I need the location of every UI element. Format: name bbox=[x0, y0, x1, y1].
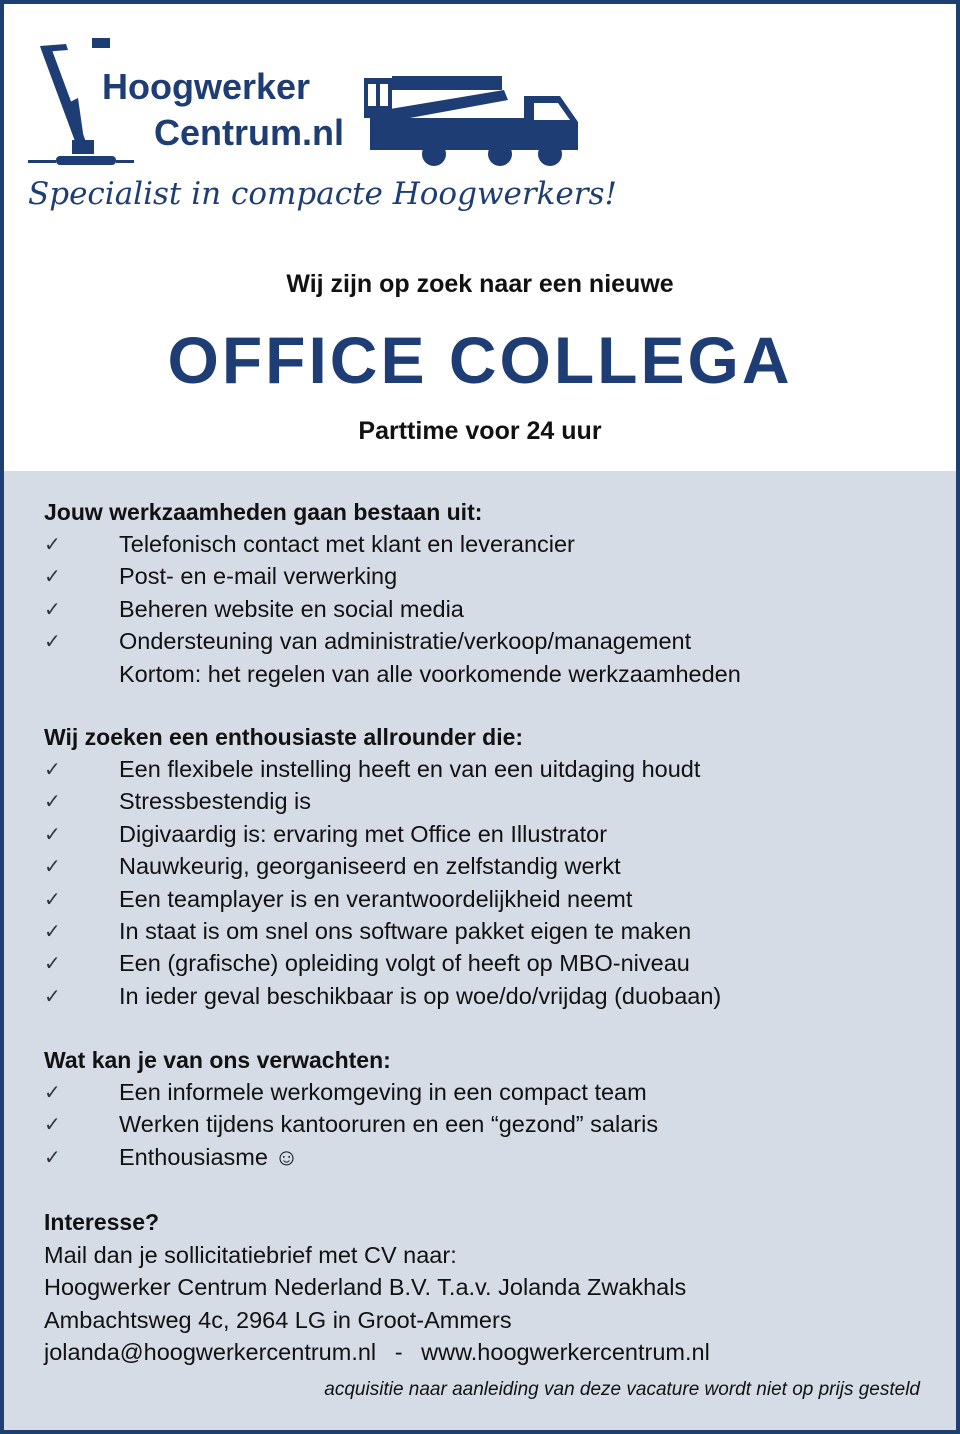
list-item: ✓ Enthousiasme ☺ bbox=[44, 1141, 924, 1173]
section-heading: Wij zoeken een enthousiaste allrounder die: bbox=[44, 724, 524, 750]
email-link[interactable]: jolanda@hoogwerkercentrum.nl bbox=[44, 1339, 377, 1365]
list-item: ✓ Nauwkeurig, georganiseerd en zelfstandig werkt bbox=[44, 850, 924, 882]
offer-section bbox=[44, 1044, 924, 1173]
hours-text: Parttime voor 24 uur bbox=[358, 417, 602, 445]
checkmark-icon: ✓ bbox=[44, 596, 61, 621]
checkmark-icon: ✓ bbox=[44, 854, 61, 879]
list-item: ✓ Beheren website en social media bbox=[44, 593, 924, 625]
contact-instruction: Mail dan je sollicitatiebrief met CV naar: bbox=[44, 1241, 457, 1268]
brand-name-line1: Hoogwerker bbox=[102, 66, 311, 107]
checkmark-icon: ✓ bbox=[44, 918, 61, 943]
list-item: ✓ In ieder geval beschikbaar is op woe/do/vrijdag (duobaan) bbox=[44, 980, 924, 1012]
separator: - bbox=[394, 1339, 403, 1365]
list-item: ✓ Een teamplayer is en verantwoordelijkheid neemt bbox=[44, 883, 924, 915]
contact-section bbox=[44, 1206, 924, 1369]
list-item: ✓ Post- en e-mail verwerking bbox=[44, 560, 924, 592]
job-title: OFFICE COLLEGA bbox=[167, 323, 793, 397]
checkmark-icon: ✓ bbox=[44, 1112, 61, 1137]
contact-address: Ambachtsweg 4c, 2964 LG in Groot-Ammers bbox=[44, 1306, 512, 1333]
list-item: ✓ Ondersteuning van administratie/verkoop/management bbox=[44, 625, 924, 657]
list-item: ✓ In staat is om snel ons software pakket eigen te maken bbox=[44, 915, 924, 947]
list-item: ✓ Een informele werkomgeving in een compact team bbox=[44, 1076, 924, 1108]
checkmark-icon: ✓ bbox=[44, 564, 61, 589]
checkmark-icon: ✓ bbox=[44, 983, 61, 1008]
list-item: ✓ Telefonisch contact met klant en leverancier bbox=[44, 528, 924, 560]
list-item-continuation: Kortom: het regelen van alle voorkomende werkzaamheden bbox=[119, 660, 741, 687]
list-item: ✓ Stressbestendig is bbox=[44, 785, 924, 817]
checkmark-icon: ✓ bbox=[44, 757, 61, 781]
contact-company: Hoogwerker Centrum Nederland B.V. T.a.v. Jolanda Zwakhals bbox=[44, 1274, 687, 1300]
list-item: ✓ Een flexibele instelling heeft en van een uitdaging houdt bbox=[44, 753, 924, 785]
contact-heading: Interesse? bbox=[44, 1209, 160, 1235]
checkmark-icon: ✓ bbox=[44, 1080, 61, 1104]
checkmark-icon: ✓ bbox=[44, 821, 61, 846]
website-link[interactable]: www.hoogwerkercentrum.nl bbox=[421, 1339, 710, 1365]
duties-section bbox=[44, 496, 924, 690]
list-item: ✓ Werken tijdens kantooruren en een “gezond” salaris bbox=[44, 1108, 924, 1140]
brand-name-line2: Centrum.nl bbox=[154, 112, 345, 153]
checkmark-icon: ✓ bbox=[44, 789, 61, 814]
disclaimer: acquisitie naar aanleiding van deze vacature wordt niet op prijs gesteld bbox=[324, 1379, 920, 1400]
truck-icon bbox=[364, 70, 584, 170]
checkmark-icon: ✓ bbox=[44, 629, 61, 654]
tagline: Specialist in compacte Hoogwerkers! bbox=[28, 176, 617, 212]
header-area bbox=[4, 4, 956, 471]
checkmark-icon: ✓ bbox=[44, 1144, 61, 1169]
list-item: ✓ Een (grafische) opleiding volgt of heeft op MBO-niveau bbox=[44, 947, 924, 979]
checkmark-icon: ✓ bbox=[44, 886, 61, 911]
profile-section bbox=[44, 721, 924, 1012]
intro-text: Wij zijn op zoek naar een nieuwe bbox=[286, 270, 674, 298]
section-heading: Wat kan je van ons verwachten: bbox=[44, 1047, 391, 1073]
checkmark-icon: ✓ bbox=[44, 951, 61, 976]
details-panel bbox=[4, 471, 956, 1430]
section-heading: Jouw werkzaamheden gaan bestaan uit: bbox=[44, 499, 483, 525]
contact-links bbox=[44, 1336, 924, 1369]
checkmark-icon: ✓ bbox=[44, 532, 61, 556]
list-item: ✓ Digivaardig is: ervaring met Office en Illustrator bbox=[44, 818, 924, 850]
